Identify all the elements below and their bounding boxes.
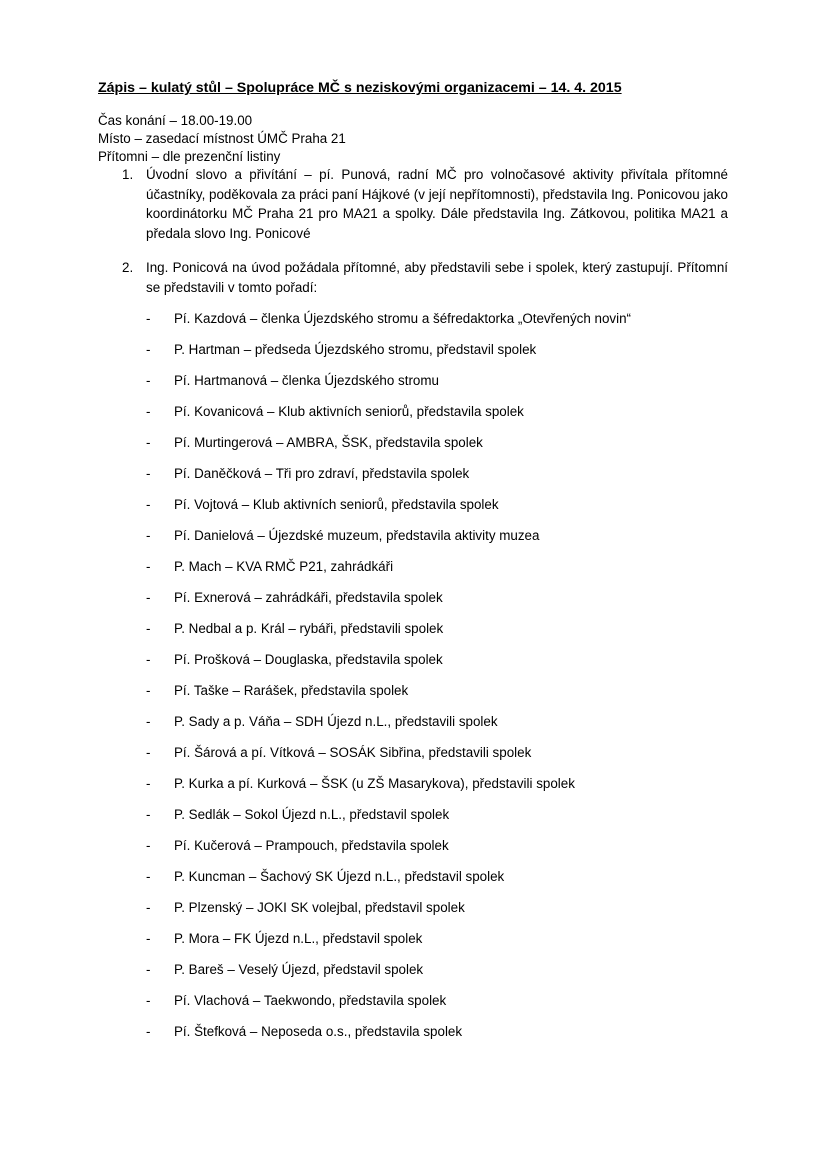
list-dash: - (146, 590, 151, 605)
agenda-item-number: 1. (122, 167, 134, 182)
attendee-item (146, 930, 726, 961)
attendee-item (146, 775, 726, 806)
meeting-place: Místo – zasedací místnost ÚMČ Praha 21 (98, 131, 346, 146)
list-dash: - (146, 776, 151, 791)
attendee-text: P. Sedlák – Sokol Újezd n.L., představil spolek (174, 807, 450, 822)
attendee-item (146, 837, 726, 868)
attendee-text: P. Mach – KVA RMČ P21, zahrádkáři (174, 559, 394, 574)
attendee-item (146, 310, 726, 341)
attendee-item (146, 961, 726, 992)
attendee-text: P. Hartman – předseda Újezdského stromu, představil spolek (174, 342, 537, 357)
list-dash: - (146, 528, 151, 543)
attendee-item (146, 527, 726, 558)
list-dash: - (146, 931, 151, 946)
attendee-item (146, 341, 726, 372)
attendee-text: Pí. Kučerová – Prampouch, představila spolek (174, 838, 449, 853)
list-dash: - (146, 435, 151, 450)
list-dash: - (146, 1024, 151, 1039)
list-dash: - (146, 497, 151, 512)
attendee-text: P. Kuncman – Šachový SK Újezd n.L., představil spolek (174, 869, 505, 884)
agenda-item-text: Úvodní slovo a přivítání – pí. Punová, radní MČ pro volnočasové aktivity přivítala přítomné účastníky, poděkovala za práci paní Hájkové (v její nepřítomnosti), představila Ing. Ponicovou jako koordinátorku MČ Praha 21 pro MA21 a spolky. Dále představila Ing. Zátkovou, politika MA21 a předala slovo Ing. Ponicové (146, 167, 728, 241)
attendee-item (146, 651, 726, 682)
agenda-item-number: 2. (122, 260, 134, 276)
list-dash: - (146, 683, 151, 698)
attendee-text: Pí. Danielová – Újezdské muzeum, představila aktivity muzea (174, 528, 540, 543)
list-dash: - (146, 311, 151, 326)
meeting-info (98, 112, 346, 166)
attendee-text: Pí. Kovanicová – Klub aktivních seniorů, představila spolek (174, 404, 524, 419)
attendee-text: Pí. Murtingerová – AMBRA, ŠSK, představila spolek (174, 435, 483, 450)
attendee-item (146, 589, 726, 620)
attendee-text: Pí. Taške – Rarášek, představila spolek (174, 683, 409, 698)
attendee-item (146, 434, 726, 465)
document-title: Zápis – kulatý stůl – Spolupráce MČ s neziskovými organizacemi – 14. 4. 2015 (98, 80, 622, 96)
list-dash: - (146, 404, 151, 419)
attendee-text: Pí. Kazdová – členka Újezdského stromu a šéfredaktorka „Otevřených novin“ (174, 311, 631, 326)
attendee-item (146, 496, 726, 527)
attendee-item (146, 620, 726, 651)
attendee-item (146, 1023, 726, 1054)
list-dash: - (146, 869, 151, 884)
attendee-text: Pí. Vojtová – Klub aktivních seniorů, představila spolek (174, 497, 499, 512)
attendee-text: Pí. Štefková – Neposeda o.s., představila spolek (174, 1024, 463, 1039)
list-dash: - (146, 466, 151, 481)
attendee-item (146, 465, 726, 496)
attendee-text: Pí. Šárová a pí. Vítková – SOSÁK Sibřina, představili spolek (174, 745, 532, 760)
agenda-item-text: Ing. Ponicová na úvod požádala přítomné, aby představili sebe i spolek, který zastupují. Přítomní se představili v tomto pořadí: (146, 260, 728, 295)
attendee-text: P. Bareš – Veselý Újezd, představil spolek (174, 962, 424, 977)
list-dash: - (146, 559, 151, 574)
agenda-item (98, 258, 728, 297)
attendee-text: Pí. Hartmanová – členka Újezdského stromu (174, 373, 439, 388)
agenda-item (98, 165, 728, 243)
list-dash: - (146, 652, 151, 667)
list-dash: - (146, 621, 151, 636)
list-dash: - (146, 807, 151, 822)
attendee-text: P. Nedbal a p. Král – rybáři, představili spolek (174, 621, 444, 636)
attendee-text: Pí. Prošková – Douglaska, představila spolek (174, 652, 443, 667)
list-dash: - (146, 714, 151, 729)
attendee-text: P. Mora – FK Újezd n.L., představil spolek (174, 931, 423, 946)
attendee-item (146, 682, 726, 713)
attendee-item (146, 403, 726, 434)
meeting-attendance: Přítomni – dle prezenční listiny (98, 149, 281, 164)
attendee-text: P. Kurka a pí. Kurková – ŠSK (u ZŠ Masarykova), představili spolek (174, 776, 575, 791)
attendee-item (146, 868, 726, 899)
list-dash: - (146, 993, 151, 1008)
attendee-text: P. Plzenský – JOKI SK volejbal, představil spolek (174, 900, 465, 915)
list-dash: - (146, 373, 151, 388)
attendee-text: Pí. Daněčková – Tři pro zdraví, představila spolek (174, 466, 470, 481)
attendee-item (146, 992, 726, 1023)
attendee-text: Pí. Exnerová – zahrádkáři, představila spolek (174, 590, 443, 605)
list-dash: - (146, 900, 151, 915)
attendee-item (146, 744, 726, 775)
list-dash: - (146, 838, 151, 853)
attendee-item (146, 713, 726, 744)
attendee-item (146, 899, 726, 930)
attendee-item (146, 372, 726, 403)
list-dash: - (146, 962, 151, 977)
attendee-item (146, 806, 726, 837)
attendee-text: Pí. Vlachová – Taekwondo, představila spolek (174, 993, 447, 1008)
attendee-text: P. Sady a p. Váňa – SDH Újezd n.L., představili spolek (174, 714, 498, 729)
list-dash: - (146, 342, 151, 357)
attendee-list (146, 310, 726, 1054)
list-dash: - (146, 745, 151, 760)
meeting-time: Čas konání – 18.00-19.00 (98, 113, 253, 128)
agenda-list (98, 165, 728, 298)
attendee-item (146, 558, 726, 589)
